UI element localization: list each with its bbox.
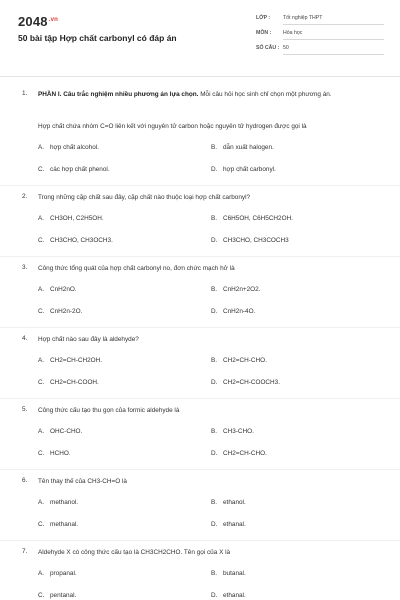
option-letter: A. [38,570,45,577]
question-divider [0,256,400,257]
option-text: CH3-CHO. [223,428,254,435]
option-letter: D. [211,521,218,528]
logo-suffix: .vn [48,16,59,23]
option-text: CnH2n-4O. [223,308,256,315]
option-letter: B. [211,499,218,506]
option-text: CH2=CH-COOH. [50,379,99,386]
option-text: dẫn xuất halogen. [223,144,274,151]
option-letter: A. [38,215,45,222]
section-heading [38,90,368,100]
answer-option[interactable] [38,379,99,386]
answer-option[interactable] [38,357,102,364]
option-letter: A. [38,286,45,293]
answer-option[interactable] [38,237,113,244]
page-header [0,0,400,76]
site-logo[interactable] [18,14,58,29]
option-letter: D. [211,308,218,315]
option-text: ethanol. [223,499,246,506]
option-text: propanal. [50,570,77,577]
option-text: methanal. [50,521,79,528]
option-letter: B. [211,428,218,435]
answer-option[interactable] [211,237,289,244]
answer-option[interactable] [211,144,274,151]
question-number: 2. [22,193,28,200]
option-text: CH2=CH-COOCH3. [223,379,280,386]
option-text: butanal. [223,570,246,577]
answer-option[interactable] [211,379,280,386]
option-letter: B. [211,286,218,293]
meta-label: SỐ CÂU : [256,45,280,51]
section-title: PHẦN I. Câu trắc nghiệm nhiều phương án lựa chọn. [38,91,199,98]
option-text: ethanal. [223,592,246,599]
meta-value: 50 [283,45,384,55]
question-divider [0,185,400,186]
option-text: CnH2n+2O2. [223,286,261,293]
option-text: hợp chất carbonyl. [223,166,276,173]
option-letter: C. [38,237,45,244]
option-letter: B. [211,357,218,364]
question-list [0,77,400,600]
logo-text: 2048 [18,14,48,29]
meta-value: Tốt nghiệp THPT [283,15,384,25]
option-text: CnH2n-2O. [50,308,83,315]
meta-label: MÔN : [256,30,272,36]
answer-option[interactable] [38,308,82,315]
answer-option[interactable] [211,286,260,293]
question-text: Aldehyde X có công thức cấu tạo là CH3CH2CHO. Tên gọi của X là [38,549,231,556]
option-letter: D. [211,237,218,244]
option-text: CH2=CH-CH2OH. [50,357,103,364]
option-text: các hợp chất phenol. [50,166,110,173]
answer-option[interactable] [38,215,104,222]
option-letter: C. [38,521,45,528]
question-number: 1. [22,90,28,97]
option-letter: B. [211,570,218,577]
question-divider [0,327,400,328]
meta-row-subject [256,28,384,43]
option-text: CH3CHO, CH3OCH3. [50,237,113,244]
answer-option[interactable] [211,570,246,577]
option-text: hợp chất alcohol. [50,144,99,151]
question-number: 6. [22,477,28,484]
meta-label: LỚP : [256,15,271,21]
question-text: Công thức cấu tạo thu gọn của formic aldehyde là [38,407,180,414]
meta-row-class [256,13,384,28]
option-text: CH3CHO, CH3COCH3 [223,237,289,244]
answer-option[interactable] [211,166,276,173]
option-letter: C. [38,450,45,457]
meta-value: Hóa học [283,30,384,40]
answer-option[interactable] [38,592,76,599]
option-letter: B. [211,144,218,151]
option-text: OHC-CHO. [50,428,83,435]
option-text: CH2=CH-CHO. [223,450,267,457]
question-number: 3. [22,264,28,271]
answer-option[interactable] [211,521,246,528]
answer-option[interactable] [38,144,99,151]
option-letter: A. [38,144,45,151]
option-letter: D. [211,166,218,173]
section-instruction: Mỗi câu hỏi học sinh chỉ chọn một phương án. [200,91,332,98]
question-text: Tên thay thế của CH3-CH=O là [38,478,127,485]
question-text: Hợp chất nào sau đây là aldehyde? [38,336,139,343]
answer-option[interactable] [211,308,255,315]
answer-option[interactable] [38,166,110,173]
option-letter: C. [38,379,45,386]
question-divider [0,469,400,470]
option-letter: D. [211,450,218,457]
option-text: CH3OH, C2H5OH. [50,215,104,222]
meta-row-count [256,43,384,58]
option-text: CH2=CH-CHO. [223,357,267,364]
answer-option[interactable] [211,428,254,435]
answer-option[interactable] [211,450,267,457]
document-title: 50 bài tập Hợp chất carbonyl có đáp án [18,33,177,43]
question-text: Công thức tổng quát của hợp chất carbonyl no, đơn chức mạch hở là [38,265,235,272]
option-letter: C. [38,166,45,173]
option-text: CnH2nO. [50,286,77,293]
answer-option[interactable] [211,215,293,222]
answer-option[interactable] [38,286,77,293]
option-letter: A. [38,428,45,435]
answer-option[interactable] [211,499,246,506]
question-text: Hợp chất chứa nhóm C=O liên kết với nguyên tử carbon hoặc nguyên tử hydrogen được gọi là [38,123,307,130]
answer-option[interactable] [38,521,78,528]
option-text: ethanal. [223,521,246,528]
answer-option[interactable] [38,428,82,435]
option-letter: A. [38,499,45,506]
option-text: pentanal. [50,592,77,599]
answer-option[interactable] [38,450,71,457]
answer-option[interactable] [38,499,78,506]
question-divider [0,540,400,541]
option-letter: C. [38,592,45,599]
question-number: 7. [22,548,28,555]
answer-option[interactable] [211,592,246,599]
question-text: Trong những cặp chất sau đây, cặp chất nào thuộc loại hợp chất carbonyl? [38,194,251,201]
option-letter: D. [211,592,218,599]
answer-option[interactable] [38,570,77,577]
option-letter: D. [211,379,218,386]
option-letter: B. [211,215,218,222]
option-text: methanol. [50,499,79,506]
answer-option[interactable] [211,357,267,364]
option-text: C6H5OH, C6H5CH2OH. [223,215,293,222]
option-letter: C. [38,308,45,315]
question-divider [0,398,400,399]
question-number: 4. [22,335,28,342]
option-letter: A. [38,357,45,364]
question-number: 5. [22,406,28,413]
option-text: HCHO. [50,450,71,457]
